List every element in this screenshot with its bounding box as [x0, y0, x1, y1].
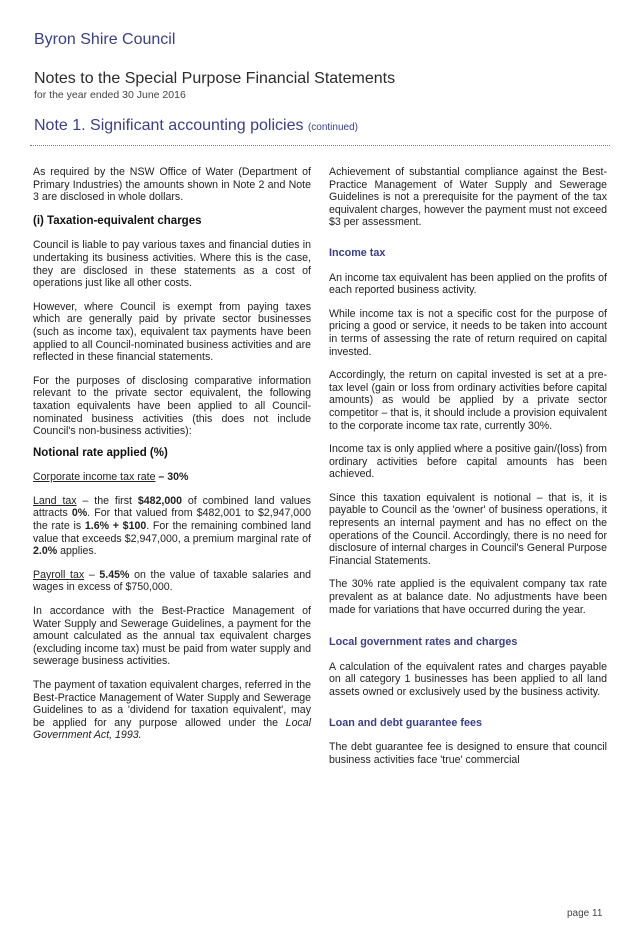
text: $482,000 — [137, 494, 183, 507]
text: 5.45% — [99, 568, 130, 581]
note-title — [34, 117, 358, 135]
payroll-tax-paragraph — [33, 569, 311, 594]
paragraph: However, where Council is exempt from paying taxes which are generally paid by private sector businesses (such as income tax), equivalent tax payments have been applied to all Council-nominated business activities and are reflected in these financial statements. — [33, 300, 311, 364]
text: on the value of taxable salaries and wages in excess of $750,000. — [33, 568, 311, 594]
text: The payment of taxation equivalent charges, referred in the Best-Practice Management of Water Supply and Sewerage Guidelines to as a 'dividend for taxation equivalent', may be applied for any purpose allowed under the — [33, 679, 311, 729]
text: . For the remaining combined land value that exceeds $2,947,000, a premium marginal rate of — [33, 520, 311, 545]
paragraph: Since this taxation equivalent is notional – that is, it is payable to Council as the 'owner' of business operations, it represents an internal payment and has no effect on the operations of the Council. Accordingly, there is no need for disclosure of internal charges in Council's General Purpose Financial Statements. — [329, 491, 607, 567]
paragraph: Council is liable to pay various taxes and financial duties in undertaking its business activities. Where this is the case, they are disclosed in these statements as a cost of operations just like all other costs. — [33, 239, 311, 290]
text: – — [84, 568, 100, 581]
text: – the first — [76, 494, 138, 507]
note-title-text: Note 1. Significant accounting policies — [34, 117, 304, 134]
heading-taxation-equivalent: (i) Taxation-equivalent charges — [33, 214, 202, 227]
land-tax-label: Land tax — [33, 494, 77, 507]
statement-title: Notes to the Special Purpose Financial Statements — [34, 70, 396, 87]
note-continued: (continued) — [307, 122, 358, 133]
right-column — [329, 166, 607, 777]
paragraph — [33, 679, 311, 742]
left-column — [33, 166, 311, 753]
heading-local-government-rates: Local government rates and charges — [329, 636, 518, 649]
statement-subtitle: for the year ended 30 June 2016 — [34, 89, 186, 101]
paragraph: The 30% rate applied is the equivalent company tax rate prevalent as at balance date. No adjustments have been made for variations that have occurred during the year. — [329, 578, 607, 616]
paragraph: Achievement of substantial compliance against the Best-Practice Management of Water Supply and Sewerage Guidelines is not a prerequisite for the payment of the tax equivalent charges, however the payment must not exceed $3 per assessment. — [329, 166, 607, 229]
land-tax-paragraph — [33, 495, 311, 558]
dotted-divider — [30, 145, 610, 146]
heading-notional-rate: Notional rate applied (%) — [33, 446, 168, 459]
paragraph: An income tax equivalent has been applied on the profits of each reported business activity. — [329, 271, 607, 297]
text: 0% — [71, 507, 88, 520]
text: of combined land values attracts — [33, 494, 311, 520]
paragraph: Income tax is only applied where a positive gain/(loss) from ordinary activities before capital amounts has been achieved. — [329, 443, 607, 481]
paragraph: While income tax is not a specific cost for the purpose of pricing a good or service, it needs to be taken into account in terms of assessing the rate of return required on capital invested. — [329, 307, 607, 358]
page-number: page 11 — [567, 908, 603, 919]
paragraph: In accordance with the Best-Practice Management of Water Supply and Sewerage Guidelines, a payment for the amount calculated as the annual tax equivalent charges (excluding income tax) must be paid from water supply and sewerage business activities. — [33, 605, 311, 668]
act-name: Local Government Act, 1993. — [33, 716, 311, 742]
text: . For that valued from $482,001 to $2,947,000 the rate is — [33, 507, 311, 533]
corporate-tax-line — [33, 471, 311, 484]
corporate-tax-value: – 30% — [155, 471, 189, 484]
text: 1.6% + $100 — [84, 520, 147, 533]
text: applies. — [57, 545, 97, 558]
text: 2.0% — [33, 545, 58, 558]
heading-loan-debt-fees: Loan and debt guarantee fees — [329, 716, 482, 729]
paragraph: For the purposes of disclosing comparative information relevant to the private sector equivalent, the following taxation equivalents have been applied to all Council-nominated business activities (this does not include Council's non-business activities): — [33, 374, 311, 438]
council-name: Byron Shire Council — [34, 31, 176, 48]
paragraph: The debt guarantee fee is designed to ensure that council business activities face 'true' commercial — [329, 741, 607, 766]
corporate-tax-label: Corporate income tax rate — [33, 471, 156, 484]
paragraph: A calculation of the equivalent rates and charges payable on all category 1 businesses has been applied to all land assets owned or exclusively used by the business activity. — [329, 660, 607, 698]
paragraph: As required by the NSW Office of Water (Department of Primary Industries) the amounts shown in Note 2 and Note 3 are disclosed in whole dollars. — [33, 166, 311, 204]
heading-income-tax: Income tax — [329, 246, 386, 259]
payroll-tax-label: Payroll tax — [33, 568, 85, 581]
paragraph: Accordingly, the return on capital invested is set at a pre-tax level (gain or loss from ordinary activities before capital amounts) as would be applied by a private sector competitor – that is, it should include a provision equivalent to the corporate income tax rate, currently 30%. — [329, 369, 607, 432]
